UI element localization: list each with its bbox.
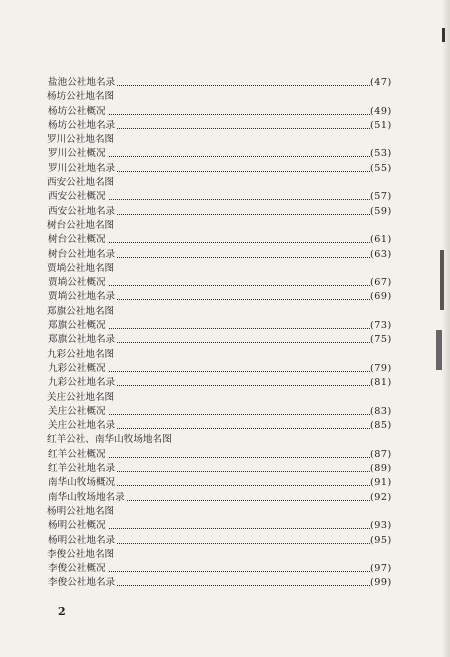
toc-entry	[48, 448, 400, 462]
toc-entry	[48, 290, 400, 304]
toc-label: 关庄公社概况	[48, 405, 108, 419]
toc-label: 关庄公社地名录	[48, 419, 117, 433]
toc-heading	[48, 348, 400, 362]
toc-entry	[48, 76, 400, 90]
toc-page-number: (81)	[370, 376, 400, 390]
toc-label: 杨坊公社地名图	[47, 90, 116, 104]
toc-page-number: (67)	[370, 276, 400, 290]
toc-entry	[48, 376, 400, 390]
toc-label: 李俊公社地名图	[47, 548, 116, 562]
page-number: 2	[58, 605, 66, 618]
toc-page-number: (63)	[370, 248, 400, 262]
toc-entry	[48, 205, 400, 219]
toc-page-number: (97)	[370, 562, 400, 576]
toc-label: 红羊公社概况	[48, 448, 108, 462]
toc-entry	[48, 119, 400, 133]
toc-label: 郑旗公社概况	[48, 319, 108, 333]
toc-heading	[48, 262, 400, 276]
toc-page-number: (59)	[370, 205, 400, 219]
toc-label: 罗川公社地名录	[48, 162, 117, 176]
toc-label: 西安公社概况	[48, 190, 108, 204]
toc-page-number: (47)	[370, 76, 400, 90]
toc-entry	[48, 162, 400, 176]
toc-page-number: (87)	[370, 448, 400, 462]
toc-heading	[48, 548, 400, 562]
toc-label: 杨明公社地名图	[47, 505, 116, 519]
toc-label: 树台公社地名图	[47, 219, 116, 233]
toc-label: 红羊公社、南华山牧场地名图	[47, 433, 174, 447]
toc-label: 李俊公社概况	[48, 562, 108, 576]
toc-label: 西安公社地名图	[47, 176, 116, 190]
toc-label: 树台公社地名录	[48, 248, 117, 262]
toc-heading	[48, 133, 400, 147]
toc-heading	[48, 219, 400, 233]
table-of-contents	[48, 76, 400, 591]
toc-entry	[48, 105, 400, 119]
toc-label: 贾埫公社地名图	[47, 262, 116, 276]
toc-page-number: (61)	[370, 233, 400, 247]
toc-label: 罗川公社地名图	[47, 133, 116, 147]
toc-label: 南华山牧场概况	[48, 476, 117, 490]
toc-entry	[48, 519, 400, 533]
toc-label: 杨明公社概况	[48, 519, 108, 533]
toc-entry	[48, 276, 400, 290]
toc-entry	[48, 319, 400, 333]
toc-label: 杨坊公社地名录	[48, 119, 117, 133]
scan-mark	[442, 28, 445, 42]
toc-page-number: (55)	[370, 162, 400, 176]
toc-page-number: (49)	[370, 105, 400, 119]
toc-label: 树台公社概况	[48, 233, 108, 247]
toc-entry	[48, 562, 400, 576]
toc-page-number: (69)	[370, 290, 400, 304]
toc-label: 红羊公社地名录	[48, 462, 117, 476]
toc-label: 罗川公社概况	[48, 147, 108, 161]
toc-page-number: (53)	[370, 147, 400, 161]
toc-page-number: (83)	[370, 405, 400, 419]
toc-page-number: (99)	[370, 576, 400, 590]
toc-label: 贾埫公社概况	[48, 276, 108, 290]
toc-entry	[48, 333, 400, 347]
toc-page-number: (79)	[370, 362, 400, 376]
toc-page-number: (75)	[370, 333, 400, 347]
toc-entry	[48, 491, 400, 505]
toc-entry	[48, 362, 400, 376]
toc-heading	[48, 90, 400, 104]
toc-label: 关庄公社地名图	[47, 391, 116, 405]
toc-entry	[48, 233, 400, 247]
toc-heading	[48, 505, 400, 519]
toc-heading	[48, 176, 400, 190]
toc-heading	[48, 305, 400, 319]
toc-heading	[48, 391, 400, 405]
toc-page-number: (93)	[370, 519, 400, 533]
toc-entry	[48, 476, 400, 490]
toc-label: 杨明公社地名录	[48, 534, 117, 548]
toc-label: 九彩公社地名图	[47, 348, 116, 362]
toc-entry	[48, 147, 400, 161]
toc-page-number: (51)	[370, 119, 400, 133]
toc-page-number: (85)	[370, 419, 400, 433]
toc-entry	[48, 248, 400, 262]
toc-label: 李俊公社地名录	[48, 576, 117, 590]
toc-entry	[48, 576, 400, 590]
toc-label: 杨坊公社概况	[48, 105, 108, 119]
toc-label: 盐池公社地名录	[48, 76, 117, 90]
toc-page-number: (89)	[370, 462, 400, 476]
toc-entry	[48, 405, 400, 419]
toc-label: 南华山牧场地名录	[48, 491, 127, 505]
toc-page-number: (95)	[370, 534, 400, 548]
toc-entry	[48, 419, 400, 433]
scan-mark	[436, 330, 442, 370]
toc-label: 九彩公社地名录	[48, 376, 117, 390]
toc-page-number: (91)	[370, 476, 400, 490]
toc-entry	[48, 462, 400, 476]
scan-mark	[440, 250, 444, 310]
toc-heading	[48, 433, 400, 447]
toc-label: 贾埫公社地名录	[48, 290, 117, 304]
toc-page-number: (57)	[370, 190, 400, 204]
toc-label: 九彩公社概况	[48, 362, 108, 376]
scan-edge-shadow	[442, 0, 450, 657]
toc-page-number: (92)	[370, 491, 400, 505]
toc-entry	[48, 534, 400, 548]
toc-label: 郑旗公社地名图	[47, 305, 116, 319]
toc-label: 西安公社地名录	[48, 205, 117, 219]
toc-page-number: (73)	[370, 319, 400, 333]
toc-label: 郑旗公社地名录	[48, 333, 117, 347]
toc-entry	[48, 190, 400, 204]
